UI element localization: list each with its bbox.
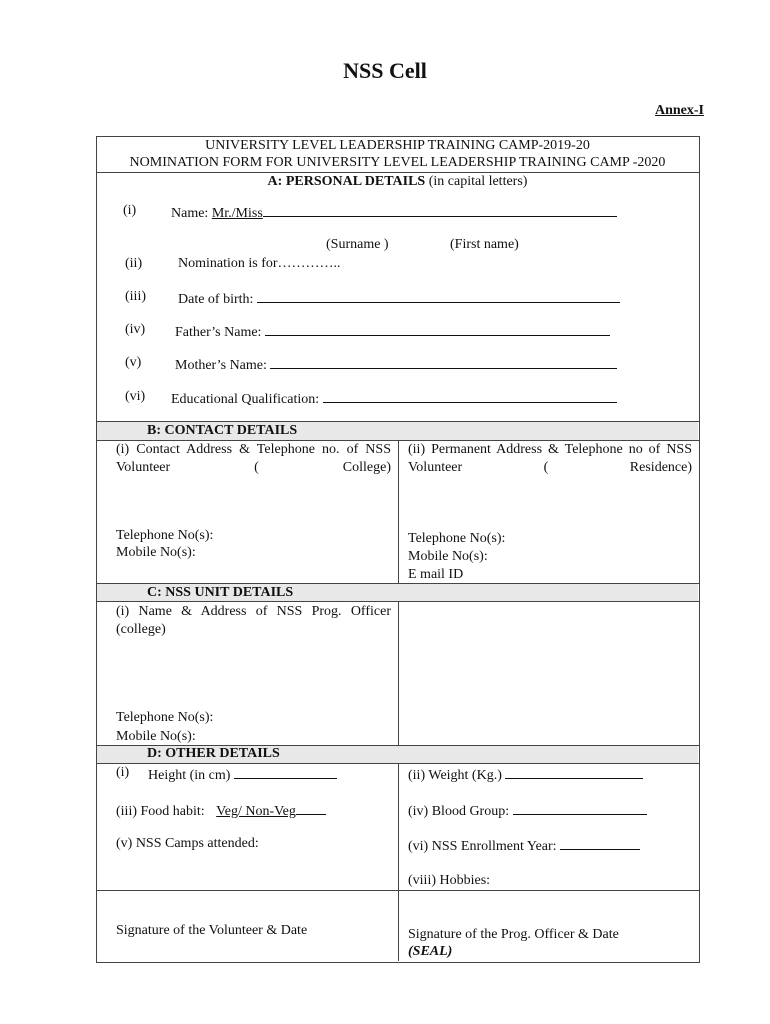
nomination-label[interactable]: Nomination is for…………..: [178, 256, 341, 271]
dob-blank[interactable]: [257, 289, 620, 303]
divider-section-b: [398, 440, 399, 583]
section-b-title: B: CONTACT DETAILS: [147, 423, 298, 438]
weight-blank[interactable]: [505, 765, 643, 779]
blood-group-field[interactable]: [408, 801, 647, 820]
contact-residence-email[interactable]: E mail ID: [408, 567, 464, 582]
form-heading-line2: NOMINATION FORM FOR UNIVERSITY LEVEL LEADERSHIP TRAINING CAMP -2020: [129, 155, 666, 170]
father-name-field[interactable]: [175, 322, 610, 341]
annex-label: Annex-I: [654, 103, 704, 118]
mother-name-blank[interactable]: [270, 355, 617, 369]
name-blank[interactable]: [263, 203, 617, 217]
divider-section-d: [398, 763, 399, 961]
father-name-blank[interactable]: [265, 322, 610, 336]
height-number: (i): [116, 765, 130, 780]
section-a-title: [97, 174, 698, 190]
contact-residence-mobile[interactable]: Mobile No(s):: [408, 549, 488, 564]
education-blank[interactable]: [323, 389, 617, 403]
enrollment-year-blank[interactable]: [560, 836, 640, 850]
contact-college-mobile[interactable]: Mobile No(s):: [116, 545, 196, 560]
height-blank[interactable]: [234, 765, 337, 779]
blood-group-label: (iv) Blood Group:: [408, 804, 510, 819]
blood-group-blank[interactable]: [513, 801, 647, 815]
education-label: Educational Qualification:: [171, 392, 320, 407]
contact-residence-heading: (ii) Permanent Address & Telephone no of NSS Volunteer ( Residence): [408, 442, 692, 475]
program-officer-heading: (i) Name & Address of NSS Prog. Officer (college): [116, 604, 391, 637]
section-a-title-note: (in capital letters): [428, 174, 528, 189]
officer-signature-label[interactable]: Signature of the Prog. Officer & Date: [408, 927, 619, 942]
height-label: Height (in cm): [148, 768, 231, 783]
name-prefix: Mr./Miss: [211, 206, 263, 221]
page-title: NSS Cell: [343, 58, 427, 83]
item-number-education: (vi): [125, 389, 146, 404]
education-field[interactable]: [171, 389, 617, 408]
section-d-title: D: OTHER DETAILS: [147, 746, 280, 761]
hobbies-label[interactable]: (viii) Hobbies:: [408, 873, 491, 888]
item-number-mother: (v): [125, 355, 142, 370]
contact-college-phone[interactable]: Telephone No(s):: [116, 528, 214, 543]
section-c-title: C: NSS UNIT DETAILS: [147, 585, 294, 600]
mother-name-label: Mother’s Name:: [175, 358, 267, 373]
seal-label: (SEAL): [408, 944, 453, 959]
contact-residence-phone[interactable]: Telephone No(s):: [408, 531, 506, 546]
dob-field[interactable]: [178, 289, 620, 308]
weight-field[interactable]: [408, 765, 643, 784]
item-number-dob: (iii): [125, 289, 146, 304]
name-label: Name:: [171, 206, 209, 221]
section-a-title-text: A: PERSONAL DETAILS: [267, 174, 426, 189]
father-name-label: Father’s Name:: [175, 325, 262, 340]
height-field[interactable]: [148, 765, 337, 784]
item-number-nomination: (ii): [125, 256, 143, 271]
camps-attended-label[interactable]: (v) NSS Camps attended:: [116, 836, 259, 851]
contact-college-heading: (i) Contact Address & Telephone no. of NSS Volunteer ( College): [116, 442, 391, 475]
surname-hint: (Surname ): [326, 237, 389, 252]
enrollment-year-label: (vi) NSS Enrollment Year:: [408, 839, 557, 854]
food-habit-field[interactable]: [116, 801, 326, 820]
dob-label: Date of birth:: [178, 292, 254, 307]
program-officer-phone[interactable]: Telephone No(s):: [116, 710, 214, 725]
item-number-father: (iv): [125, 322, 146, 337]
food-habit-label: (iii) Food habit:: [116, 804, 205, 819]
mother-name-field[interactable]: [175, 355, 617, 374]
food-habit-blank: [296, 801, 326, 815]
enrollment-year-field[interactable]: [408, 836, 640, 855]
program-officer-mobile[interactable]: Mobile No(s):: [116, 729, 196, 744]
divider-section-c: [398, 601, 399, 745]
rule-before-section-c: [96, 583, 699, 584]
volunteer-signature-label[interactable]: Signature of the Volunteer & Date: [116, 923, 308, 938]
item-number-name: (i): [123, 203, 137, 218]
rule-before-section-b: [96, 421, 699, 422]
weight-label: (ii) Weight (Kg.): [408, 768, 502, 783]
name-field[interactable]: [171, 203, 617, 222]
food-habit-value: Veg/ Non-Veg: [216, 804, 296, 819]
firstname-hint: (First name): [450, 237, 519, 252]
rule-after-heading: [96, 172, 699, 173]
form-heading-line1: UNIVERSITY LEVEL LEADERSHIP TRAINING CAMP-2019-20: [205, 138, 590, 153]
